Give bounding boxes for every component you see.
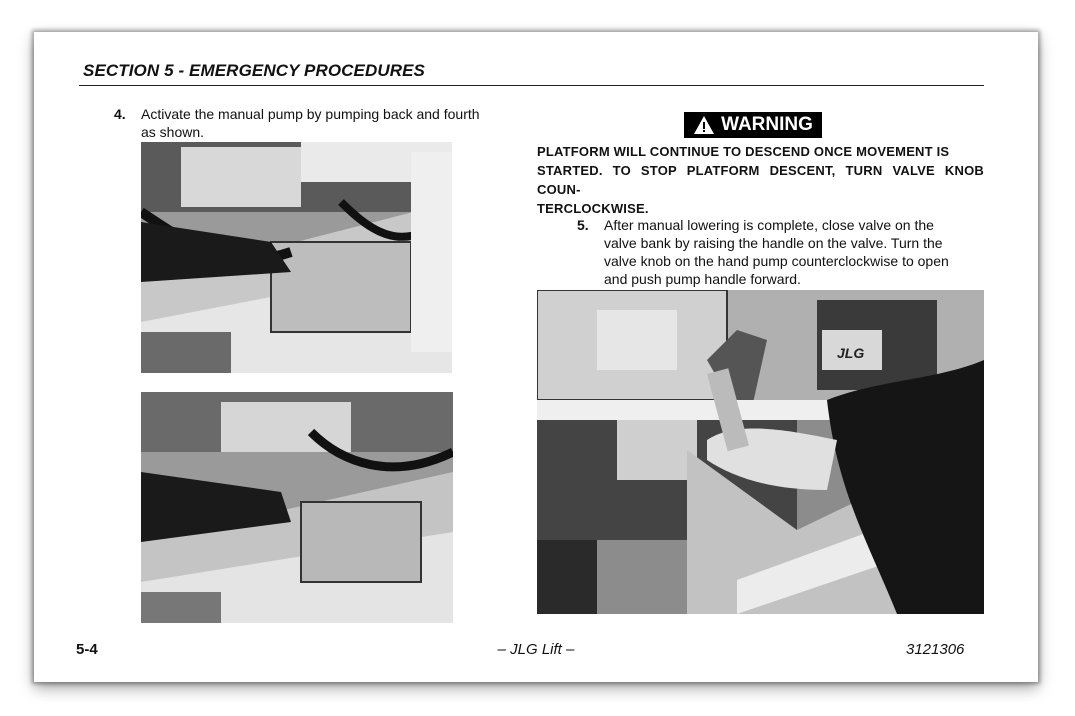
photo-valve-bank — [537, 290, 984, 614]
document-number: 3121306 — [906, 641, 965, 658]
step-5-line-3: valve knob on the hand pump counterclockwise to open — [604, 253, 949, 269]
warning-label: WARNING — [721, 114, 813, 135]
warning-line-3: TERCLOCKWISE. — [537, 201, 649, 216]
step-4-number: 4. — [114, 106, 126, 122]
warning-badge — [684, 112, 822, 138]
step-5-line-4: and push pump handle forward. — [604, 271, 801, 287]
step-4-line-2: as shown. — [141, 124, 205, 140]
step-4 — [114, 105, 534, 145]
footer-title: – JLG Lift – — [497, 641, 575, 658]
warning-text — [537, 142, 984, 218]
step-4-line-1: Activate the manual pump by pumping back and fourth — [141, 106, 480, 122]
photo-pump-lower — [141, 392, 453, 623]
step-5-number: 5. — [577, 217, 589, 233]
step-5-line-1: After manual lowering is complete, close valve on the — [604, 217, 934, 233]
header-rule — [79, 85, 984, 86]
warning-line-2: STARTED. TO STOP PLATFORM DESCENT, TURN VALVE KNOB COUN- — [537, 163, 984, 197]
warning-line-1: PLATFORM WILL CONTINUE TO DESCEND ONCE MOVEMENT IS — [537, 144, 950, 159]
photo-pump-upper — [141, 142, 452, 373]
page-number: 5-4 — [76, 641, 98, 658]
step-5-line-2: valve bank by raising the handle on the valve. Turn the — [604, 235, 943, 251]
warning-triangle-icon — [693, 115, 715, 135]
battery-jlg-logo: JLG — [837, 345, 865, 361]
manual-page — [34, 32, 1038, 682]
step-4-text — [141, 105, 480, 141]
step-5 — [577, 216, 997, 292]
section-title: SECTION 5 - EMERGENCY PROCEDURES — [83, 61, 425, 80]
step-5-text — [604, 216, 949, 288]
